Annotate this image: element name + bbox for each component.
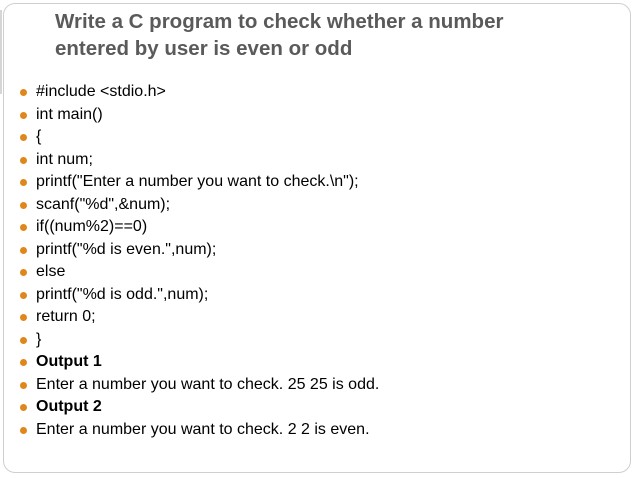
code-line: scanf("%d",&num);: [36, 195, 171, 213]
accent-line: [0, 10, 2, 94]
bullet-dot-icon: [20, 247, 27, 254]
list-item: [18, 194, 618, 217]
list-item: [18, 171, 618, 194]
code-line: printf("Enter a number you want to check.\n");: [36, 173, 359, 190]
bullet-dot-icon: [20, 112, 27, 119]
list-item: [18, 419, 618, 442]
code-line: Enter a number you want to check. 25 25 is odd.: [36, 375, 380, 393]
bullet-dot-icon: [20, 179, 27, 186]
list-item: [18, 284, 618, 307]
bullet-dot-icon: [20, 202, 27, 209]
code-line: if((num%2)==0): [36, 218, 148, 235]
list-item: [18, 396, 618, 419]
code-line: }: [36, 330, 42, 348]
list-item: [18, 329, 618, 352]
bullet-dot-icon: [20, 89, 27, 96]
code-line: return 0;: [36, 308, 96, 325]
output-heading: Output 1: [36, 353, 102, 370]
code-bullet-list: [18, 81, 618, 441]
bullet-dot-icon: [20, 134, 27, 141]
bullet-dot-icon: [20, 314, 27, 321]
code-line: Enter a number you want to check. 2 2 is even.: [36, 420, 370, 438]
title-line-1: Write a C program to check whether a number: [55, 10, 504, 33]
code-line: else: [36, 263, 66, 280]
code-line: #include <stdio.h>: [36, 83, 166, 100]
list-item: [18, 239, 618, 262]
code-line: printf("%d is even.",num);: [36, 240, 217, 258]
list-item: [18, 149, 618, 172]
bullet-dot-icon: [20, 427, 27, 434]
output-heading: Output 2: [36, 398, 102, 415]
bullet-dot-icon: [20, 359, 27, 366]
list-item: [18, 81, 618, 104]
bullet-dot-icon: [20, 292, 27, 299]
list-item: [18, 374, 618, 397]
bullet-dot-icon: [20, 157, 27, 164]
bullet-dot-icon: [20, 337, 27, 344]
list-item: [18, 216, 618, 239]
list-item: [18, 126, 618, 149]
title-line-2: entered by user is even or odd: [55, 37, 353, 60]
bullet-dot-icon: [20, 404, 27, 411]
bullet-dot-icon: [20, 224, 27, 231]
slide-title: [55, 8, 615, 62]
list-item: [18, 351, 618, 374]
code-line: int main(): [36, 105, 103, 123]
bullet-dot-icon: [20, 269, 27, 276]
code-line: {: [36, 128, 42, 145]
list-item: [18, 104, 618, 127]
code-line: int num;: [36, 150, 93, 168]
bullet-dot-icon: [20, 382, 27, 389]
code-line: printf("%d is odd.",num);: [36, 285, 209, 303]
list-item: [18, 306, 618, 329]
list-item: [18, 261, 618, 284]
